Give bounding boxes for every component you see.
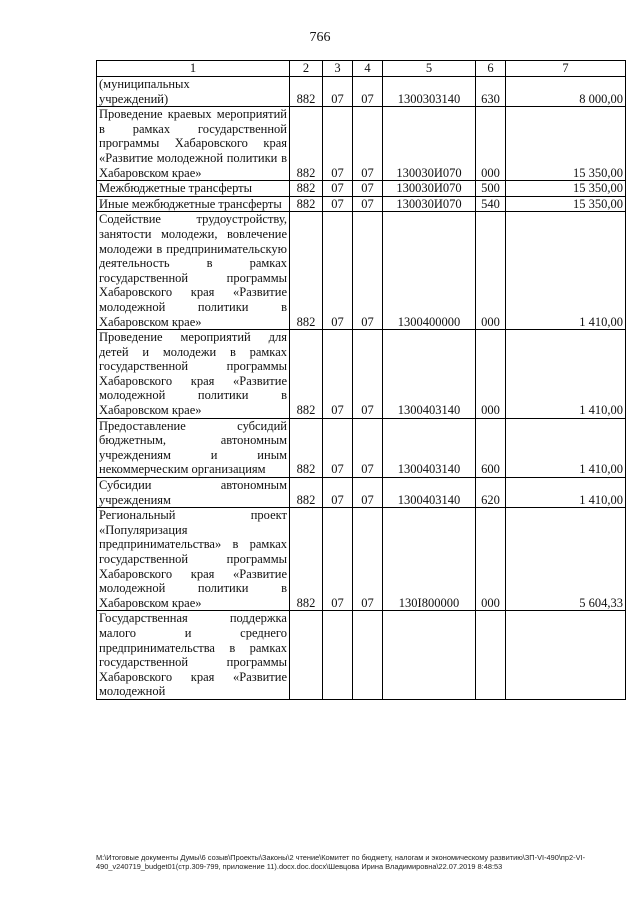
row-cell-c5: 130I800000 bbox=[383, 508, 476, 611]
row-name-cell: (муниципальных учреждений) bbox=[97, 77, 290, 107]
row-cell-c3: 07 bbox=[323, 196, 353, 212]
row-cell-c7: 1 410,00 bbox=[506, 478, 626, 508]
row-cell-c6: 000 bbox=[476, 212, 506, 330]
row-cell-c4: 07 bbox=[353, 77, 383, 107]
header-row bbox=[97, 61, 626, 77]
table-row bbox=[97, 196, 626, 212]
row-cell-c2: 882 bbox=[290, 181, 323, 197]
row-cell-c5: 1300403140 bbox=[383, 330, 476, 419]
table-row bbox=[97, 181, 626, 197]
row-cell-c7: 1 410,00 bbox=[506, 330, 626, 419]
row-cell-c5: 1300303140 bbox=[383, 77, 476, 107]
col-header: 6 bbox=[476, 61, 506, 77]
row-cell-c5: 130030И070 bbox=[383, 196, 476, 212]
row-cell-c3: 07 bbox=[323, 478, 353, 508]
file-path-footer: M:\Итоговые документы Думы\6 созыв\Проекты\Законы\2 чтение\Комитет по бюджету, налогам и экономическому развитию\ЗП-VI-490\пр2-VI-490_v240719_budget01(стр.309-799, приложение 11).docx.doc.docx\Шевцова Ирина Владимировна\22.07.2019 8:48:53 bbox=[96, 853, 586, 871]
row-cell-c7: 1 410,00 bbox=[506, 212, 626, 330]
row-cell-c3: 07 bbox=[323, 418, 353, 477]
row-cell-c4: 07 bbox=[353, 478, 383, 508]
row-cell-c5 bbox=[383, 611, 476, 700]
row-cell-c4: 07 bbox=[353, 107, 383, 181]
row-name-cell: Проведение мероприятий для детей и молодежи в рамках государственной программы Хабаровского края «Развитие молодежной политики в Хабаровском крае» bbox=[97, 330, 290, 419]
row-cell-c7 bbox=[506, 611, 626, 700]
row-cell-c7: 8 000,00 bbox=[506, 77, 626, 107]
row-cell-c6: 540 bbox=[476, 196, 506, 212]
row-name-cell: Проведение краевых мероприятий в рамках государственной программы Хабаровского края «Развитие молодежной политики в Хабаровском крае» bbox=[97, 107, 290, 181]
col-header: 5 bbox=[383, 61, 476, 77]
row-cell-c4: 07 bbox=[353, 196, 383, 212]
row-cell-c4: 07 bbox=[353, 330, 383, 419]
row-cell-c2: 882 bbox=[290, 77, 323, 107]
row-cell-c5: 1300403140 bbox=[383, 418, 476, 477]
row-name-cell: Государственная поддержка малого и среднего предпринимательства в рамках государственной программы Хабаровского края «Развитие молодежной bbox=[97, 611, 290, 700]
row-cell-c4: 07 bbox=[353, 508, 383, 611]
row-cell-c7: 15 350,00 bbox=[506, 107, 626, 181]
row-cell-c2 bbox=[290, 611, 323, 700]
row-cell-c2: 882 bbox=[290, 107, 323, 181]
row-name-cell: Региональный проект «Популяризация предпринимательства» в рамках государственной программы Хабаровского края «Развитие молодежной политики в Хабаровском крае» bbox=[97, 508, 290, 611]
row-name-cell: Субсидии автономным учреждениям bbox=[97, 478, 290, 508]
row-cell-c6: 000 bbox=[476, 508, 506, 611]
table-row bbox=[97, 77, 626, 107]
col-header: 3 bbox=[323, 61, 353, 77]
row-cell-c2: 882 bbox=[290, 212, 323, 330]
col-header: 2 bbox=[290, 61, 323, 77]
row-cell-c3: 07 bbox=[323, 212, 353, 330]
row-cell-c6: 630 bbox=[476, 77, 506, 107]
row-cell-c3: 07 bbox=[323, 508, 353, 611]
row-cell-c5: 1300400000 bbox=[383, 212, 476, 330]
row-cell-c7: 5 604,33 bbox=[506, 508, 626, 611]
table-row bbox=[97, 330, 626, 419]
row-cell-c2: 882 bbox=[290, 196, 323, 212]
row-cell-c2: 882 bbox=[290, 330, 323, 419]
row-cell-c5: 130030И070 bbox=[383, 181, 476, 197]
row-name-cell: Межбюджетные трансферты bbox=[97, 181, 290, 197]
table-row bbox=[97, 611, 626, 700]
row-cell-c3: 07 bbox=[323, 77, 353, 107]
row-cell-c4: 07 bbox=[353, 181, 383, 197]
row-cell-c3: 07 bbox=[323, 330, 353, 419]
row-cell-c2: 882 bbox=[290, 478, 323, 508]
budget-table bbox=[96, 60, 626, 700]
row-cell-c6: 000 bbox=[476, 330, 506, 419]
row-cell-c6: 600 bbox=[476, 418, 506, 477]
table-row bbox=[97, 107, 626, 181]
row-cell-c6: 000 bbox=[476, 107, 506, 181]
table-row bbox=[97, 508, 626, 611]
table-row bbox=[97, 478, 626, 508]
row-cell-c6 bbox=[476, 611, 506, 700]
row-cell-c4 bbox=[353, 611, 383, 700]
row-cell-c7: 1 410,00 bbox=[506, 418, 626, 477]
row-cell-c6: 620 bbox=[476, 478, 506, 508]
row-cell-c5: 1300403140 bbox=[383, 478, 476, 508]
col-header: 7 bbox=[506, 61, 626, 77]
col-header: 1 bbox=[97, 61, 290, 77]
row-name-cell: Предоставление субсидий бюджетным, автономным учреждениям и иным некоммерческим организациям bbox=[97, 418, 290, 477]
row-cell-c3: 07 bbox=[323, 107, 353, 181]
page-number: 766 bbox=[309, 30, 331, 45]
row-cell-c2: 882 bbox=[290, 418, 323, 477]
row-cell-c2: 882 bbox=[290, 508, 323, 611]
row-cell-c4: 07 bbox=[353, 212, 383, 330]
row-cell-c3: 07 bbox=[323, 181, 353, 197]
row-cell-c4: 07 bbox=[353, 418, 383, 477]
row-cell-c7: 15 350,00 bbox=[506, 196, 626, 212]
row-cell-c6: 500 bbox=[476, 181, 506, 197]
row-name-cell: Иные межбюджетные трансферты bbox=[97, 196, 290, 212]
table-row bbox=[97, 418, 626, 477]
col-header: 4 bbox=[353, 61, 383, 77]
table-row bbox=[97, 212, 626, 330]
row-cell-c3 bbox=[323, 611, 353, 700]
row-cell-c5: 130030И070 bbox=[383, 107, 476, 181]
row-cell-c7: 15 350,00 bbox=[506, 181, 626, 197]
row-name-cell: Содействие трудоустройству, занятости молодежи, вовлечение молодежи в предпринимательскую деятельность в рамках государственной программы Хабаровского края «Развитие молодежной политики в Хабаровском крае» bbox=[97, 212, 290, 330]
